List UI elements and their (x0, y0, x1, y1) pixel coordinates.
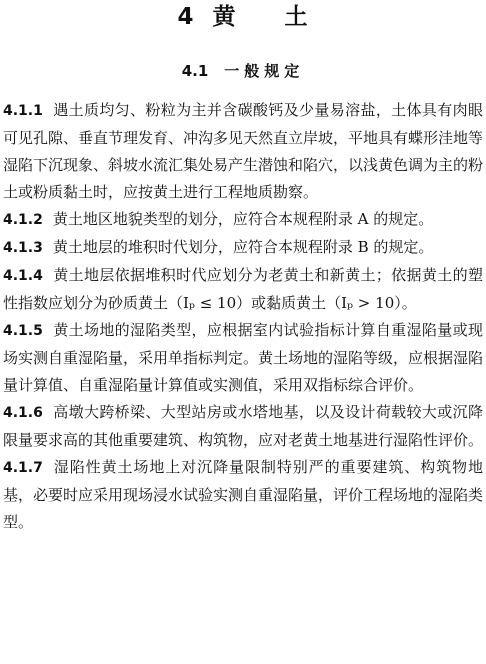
clause-4-1-6 (3, 399, 483, 454)
clause-4-1-5 (3, 317, 483, 399)
chapter-number: 4 (177, 4, 195, 30)
clause-list (3, 97, 483, 536)
clause-4-1-3 (3, 234, 483, 262)
clause-number: 4.1.7 (3, 460, 43, 476)
clause-number: 4.1.5 (3, 323, 43, 339)
clause-text: 黄土地层的堆积时代划分，应符合本规程附录 B 的规定。 (52, 238, 434, 256)
clause-4-1-2 (3, 206, 483, 234)
clause-number: 4.1.2 (3, 212, 43, 228)
clause-number: 4.1.3 (3, 240, 43, 256)
clause-number: 4.1.4 (3, 268, 43, 284)
clause-text: 湿陷性黄土场地上对沉降量限制特别严的重要建筑、构筑物地基，必要时应采用现场浸水试验实测自重湿陷量，评价工程场地的湿陷类型。 (3, 458, 484, 531)
section-number: 4.1 (181, 62, 209, 80)
clause-4-1-4 (3, 262, 483, 317)
clause-text: 高墩大跨桥梁、大型站房或水塔地基，以及设计荷载较大或沉降限量要求高的其他重要建筑、构筑物，应对老黄土地基进行湿陷性评价。 (3, 403, 484, 449)
clause-text: 黄土场地的湿陷类型，应根据室内试验指标计算自重湿陷量或现场实测自重湿陷量，采用单指标判定。黄土场地的湿陷等级，应根据湿陷量计算值、自重湿陷量计算值或实测值，采用双指标综合评价。 (3, 321, 484, 394)
clause-number: 4.1.1 (3, 103, 43, 119)
section-title-text: 一般规定 (224, 62, 305, 80)
clause-4-1-7 (3, 454, 483, 536)
chapter-title-char-1: 黄 (212, 4, 237, 30)
clause-number: 4.1.6 (3, 405, 43, 421)
clause-text: 黄土地区地貌类型的划分，应符合本规程附录 A 的规定。 (52, 210, 434, 228)
clause-4-1-1 (3, 97, 483, 206)
clause-text: 黄土地层依据堆积时代应划分为老黄土和新黄土；依据黄土的塑性指数应划分为砂质黄土（Iₚ ≤ 10）或黏质黄土（Iₚ > 10）。 (3, 266, 483, 312)
chapter-title-char-2: 土 (284, 4, 309, 30)
section-title (0, 60, 486, 82)
chapter-title (0, 2, 486, 32)
clause-text: 遇土质均匀、粉粒为主并含碳酸钙及少量易溶盐，土体具有肉眼可见孔隙、垂直节理发育、冲沟多见天然直立岸坡，平地具有蝶形洼地等湿陷下沉现象、斜坡水流汇集处易产生潜蚀和陷穴，以浅黄色调为主的粉土或粉质黏土时，应按黄土进行工程地质勘察。 (3, 101, 484, 201)
